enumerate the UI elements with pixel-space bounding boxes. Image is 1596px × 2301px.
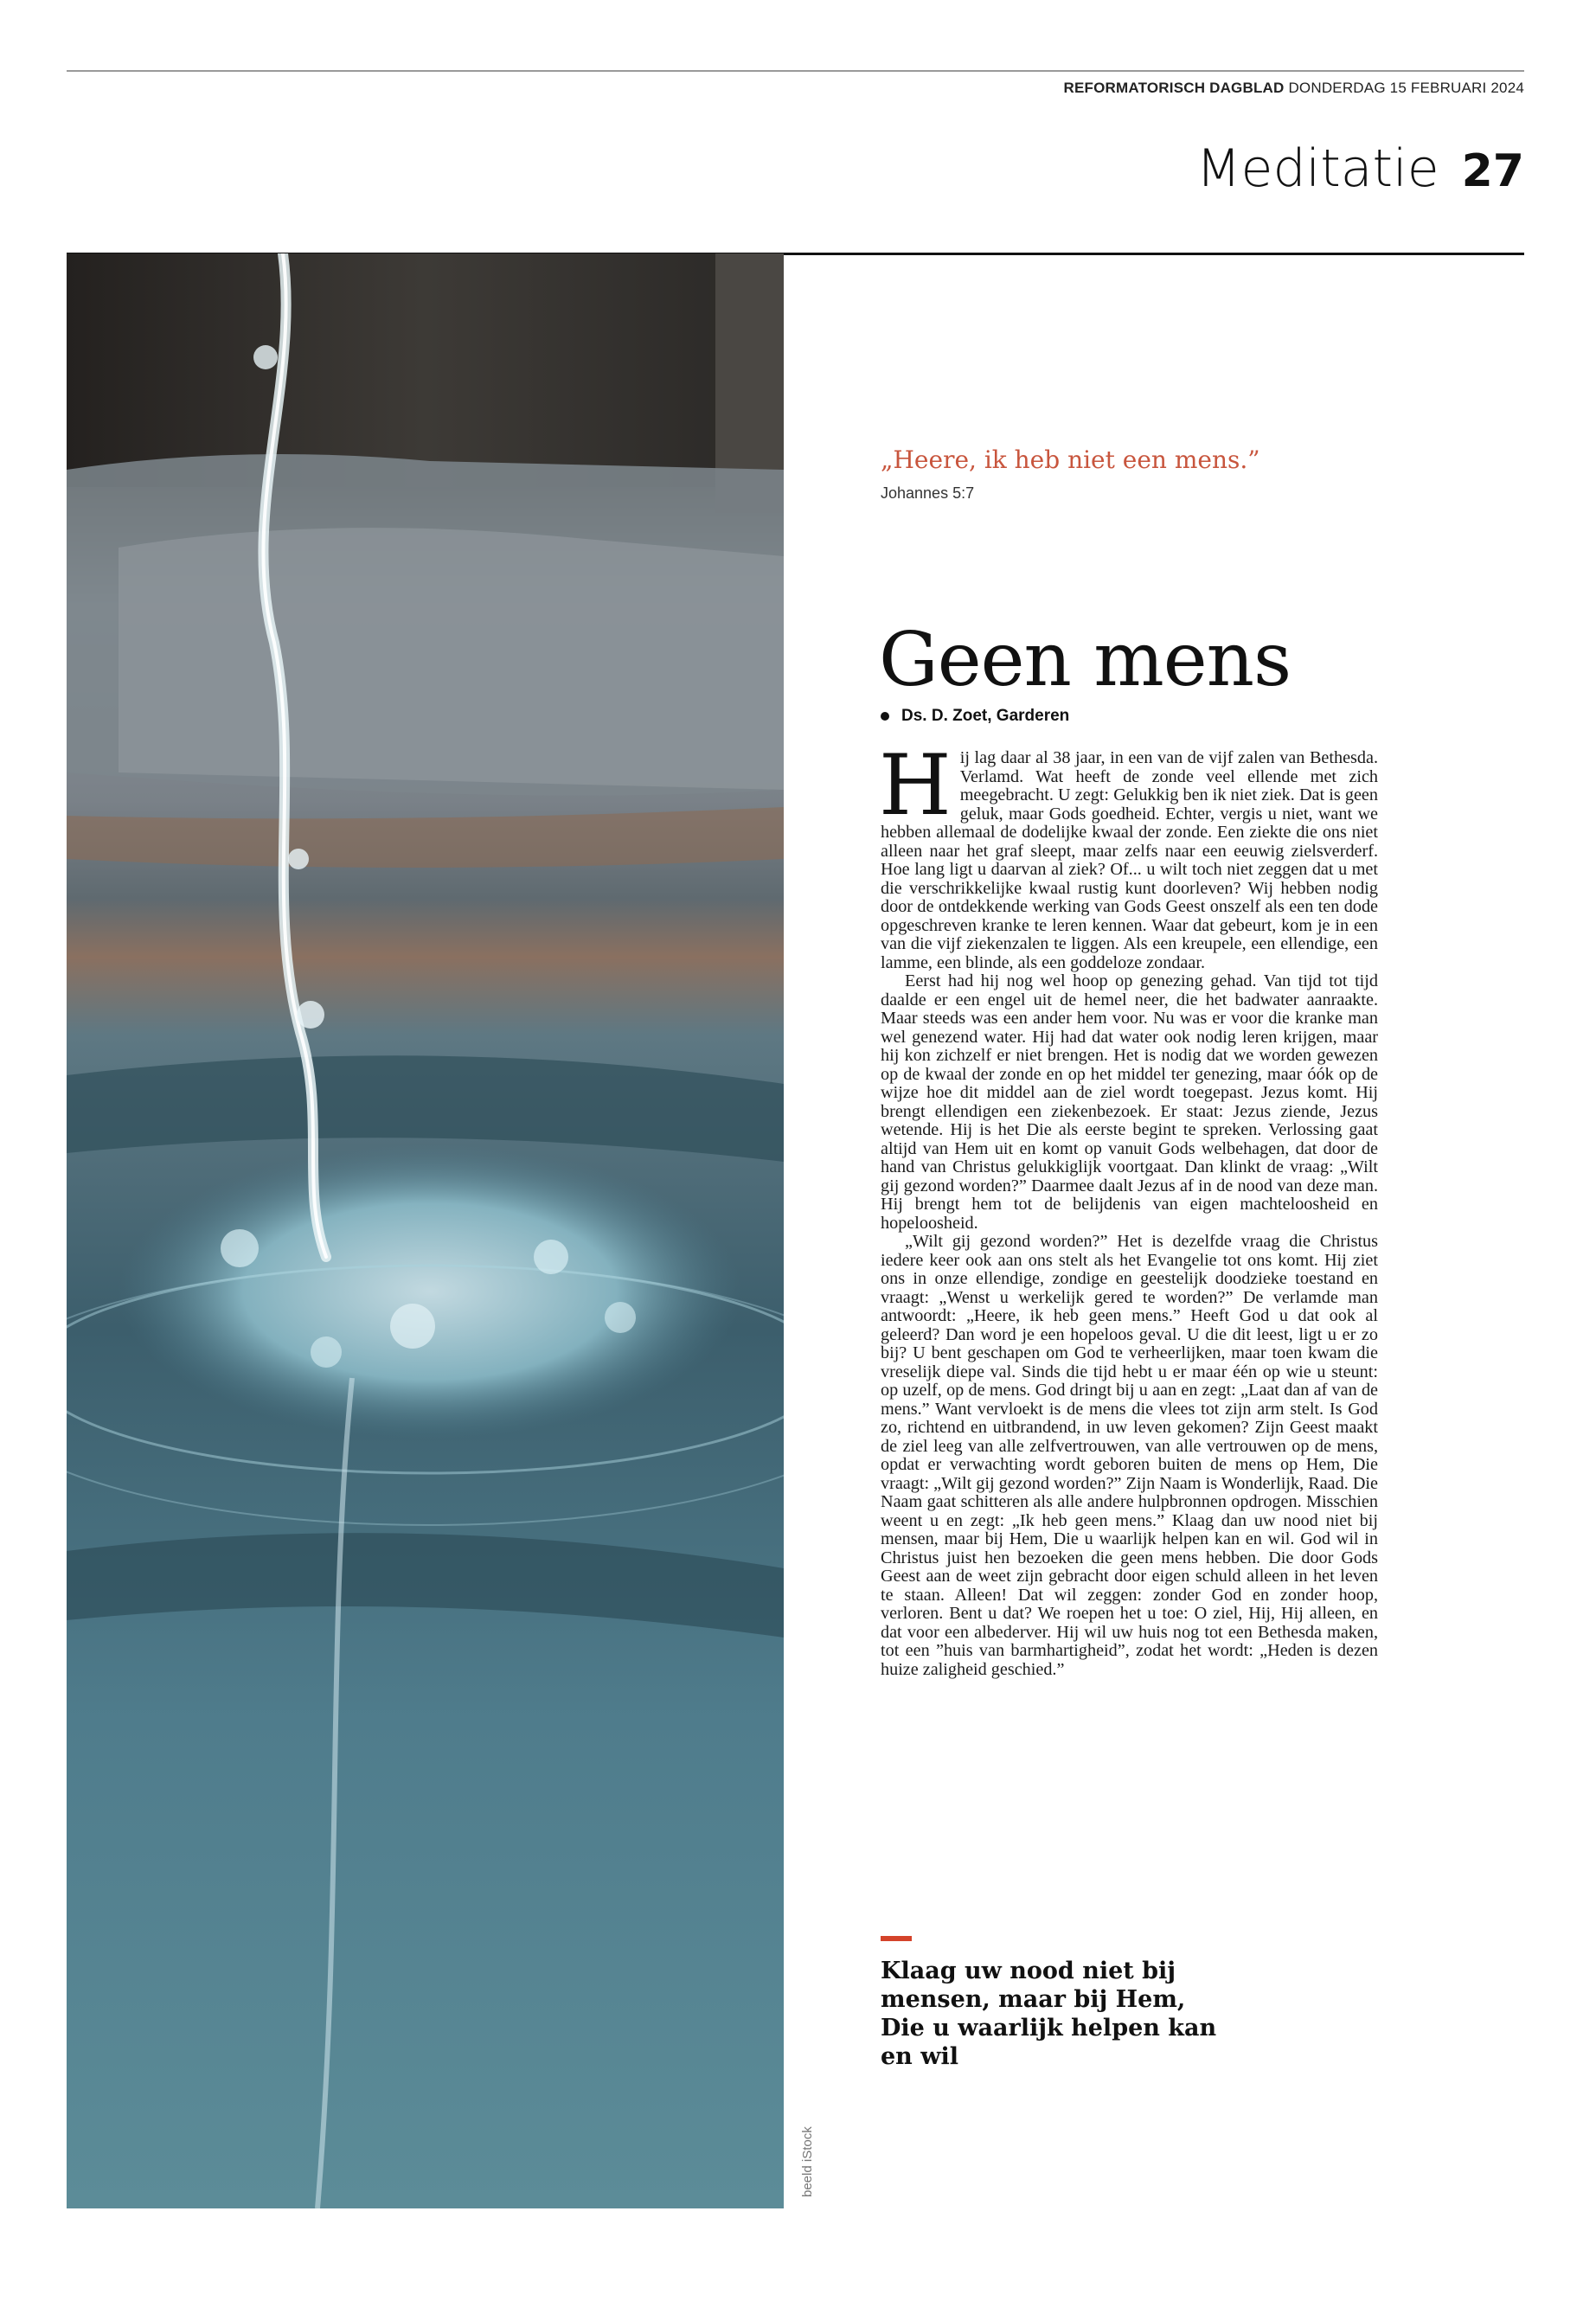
top-rule [67,70,1524,72]
article-paragraph: Eerst had hij nog wel hoop op genezing gehad. Van tijd tot tijd daalde er een engel uit de hemel neer, die het badwater aanraakte. Maar steeds was een ander hem voor. Nu was er voor die kranke man wel genezend water. Hij had dat water ook nodig leren krijgen, maar hij kon zichzelf er niet brengen. Het is nodig dat we worden gewezen op de kwaal der zonde en op het middel ter genezing, maar óók op de wijze hoe dit middel aan de ziel wordt toegepast. Jezus komt. Hij brengt ellendigen een ziekenbezoek. Er staat: Jezus ziende, Jezus wetende. Hij is het Die als eerste begint te spreken. Verlossing gaat altijd van Hem uit en komt op vanuit Gods welbehagen, dat door de hand van Christus gelukkiglijk voortgaat. Dan klinkt de vraag: „Wilt gij gezond worden?” Daarmee daalt Jezus af in de nood van deze man. Hij brengt hem tot de belijdenis van eigen machteloosheid en hopeloosheid. [881,971,1378,1233]
paper-name: REFORMATORISCH DAGBLAD [1063,80,1285,96]
article-body [879,737,1378,1679]
page-number: 27 [1461,145,1524,197]
photo-credit: beeld iStock [800,2126,815,2197]
scripture-reference: Johannes 5:7 [881,484,975,502]
byline [881,707,1069,726]
article-paragraph: „Wilt gij gezond worden?” Het is dezelfde vraag die Christus iedere keer ook aan ons stelt als het Evangelie tot ons komt. Hij ziet ons in onze ellendige, zondige en geestelijk doodzieke toestand en vraagt: „Wenst u werkelijk gered te worden?” De verlamde man antwoordt: „Heere, ik heb geen mens.” Heeft God u dat ook al geleerd? Dan word je een hopeloos geval. U die dit leest, ligt u er zo bij? U bent geschapen om God te verheerlijken, maar toen kwam die vreselijk diepe val. Sinds die tijd hebt u er maar één op wie u steunt: op uzelf, op de mens. God dringt bij u aan en zegt: „Laat dan af van de mens.” Want vervloekt is de mens die vlees tot zijn arm stelt. Is God zo, richtend en uitbrandend, in uw leven gekomen? Zijn Geest maakt de ziel leeg van alle zelfvertrouwen, van alle vertrouwen op de mens, opdat er verwachting wordt geboren buiten de mens op Hem, Die vraagt: „Wilt gij gezond worden?” Zijn Naam is Wonderlijk, Raad. Die Naam gaat schitteren als alle andere hulpbronnen opdrogen. Misschien weent u en zegt: „Ik heb geen mens.” Klaag dan uw nood niet bij mensen, maar bij Hem, Die u waarlijk helpen kan en wil. God wil in Christus juist hen bezoeken die geen mens hebben. Die door Gods Geest aan de weet zijn gebracht door eigen schuld alleen in het leven te staan. Alleen! Dat wil zeggen: zonder God en zonder hoop, verloren. Bent u dat? We roepen het u toe: O ziel, Hij, Hij alleen, en dat voor een albederver. Hij wil uw huis nog tot een Bethesda maken, tot een ”huis van barmhartigheid”, zodat het wordt: „Heden is dezen huize zaligheid geschied.” [881,1232,1378,1679]
pull-quote-accent-bar [881,1936,912,1941]
section-header [1196,138,1524,208]
bullet-icon [881,712,889,721]
article-paragraph [879,737,1378,972]
author-name: Ds. D. Zoet, Garderen [901,707,1070,725]
dropcap: H [879,737,952,834]
pull-quote: Klaag uw nood niet bij mensen, maar bij Hem, Die u waarlijk helpen kan en wil [881,1958,1217,2070]
masthead [1064,80,1524,97]
scripture-quote: „Heere, ik heb niet een mens.” [881,445,1260,474]
paragraph-text: ij lag daar al 38 jaar, in een van de vijf zalen van Bethesda. Verlamd. Wat heeft de zonde veel ellende met zich meegebracht. U zegt: Gelukkig ben ik niet ziek. Dat is geen geluk, maar Gods goedheid. Echter, vergis u niet, want we hebben allemaal de dodelijke kwaal der zonde. Een ziekte die ons niet alleen naar het graf sleept, maar zelfs naar een eeuwig zielsverderf. Hoe lang ligt u daarvan al ziek? Of... u wilt toch niet zeggen dat u met die verschrikkelijke kwaal rustig kunt doorleven? Wij hebben nodig door de ontdekkende werking van Gods Geest onszelf als een ten dode opgeschreven kranke te leren kennen. Waar dat gebeurt, kom je in een van die vijf ziekenzalen te liggen. Als een kreupele, een ellendige, een lamme, een blinde, als een goddeloze zondaar. [881,748,1378,972]
issue-date: DONDERDAG 15 FEBRUARI 2024 [1288,80,1524,96]
section-title: Meditatie [1195,138,1439,199]
article-title: Geen mens [879,616,1292,703]
water-fountain-photo [67,253,784,2208]
